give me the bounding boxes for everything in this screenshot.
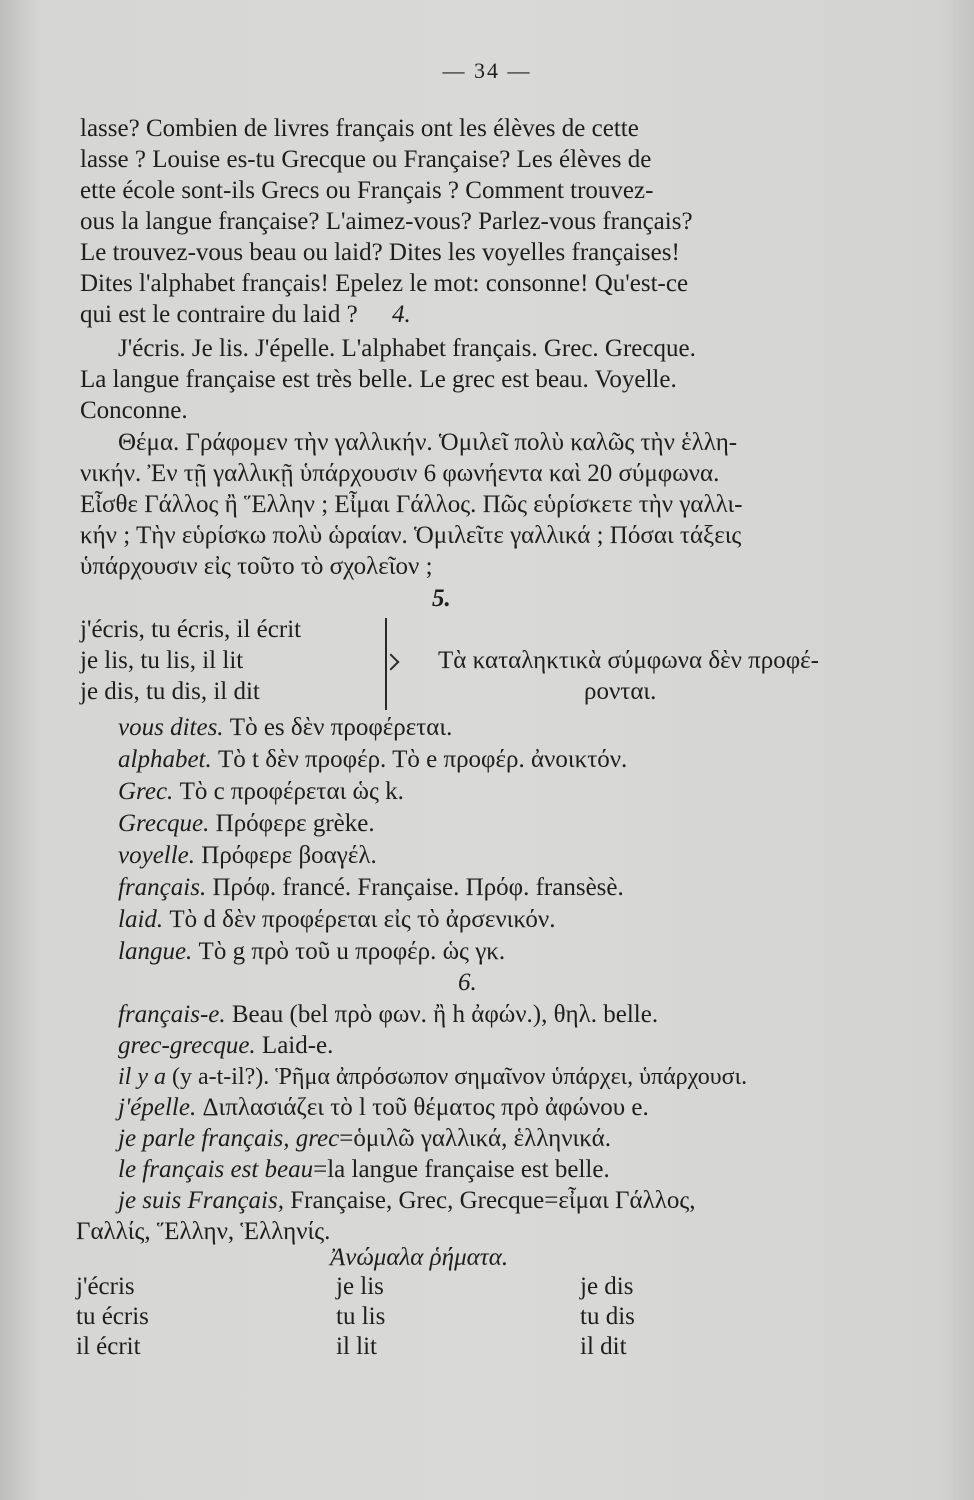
note-text: Διπλασιάζει τὸ l τοῦ θέματος πρὸ ἀφώνου e. xyxy=(196,1094,649,1121)
text-fragment: qui est le contraire du laid ? xyxy=(80,301,358,328)
text-line: J'écris. Je lis. J'épelle. L'alphabet français. Grec. Grecque. xyxy=(118,335,696,362)
verb-form: je dis xyxy=(580,1273,634,1300)
note-term: grec-grecque. xyxy=(118,1032,256,1059)
verb-form: tu lis xyxy=(336,1303,386,1330)
section-number: 6. xyxy=(458,969,477,996)
verb-form: il lit xyxy=(336,1333,377,1360)
verb-form: j'écris xyxy=(76,1273,135,1300)
conjugation-line: je lis, tu lis, il lit xyxy=(80,647,244,674)
note-term: le français est beau xyxy=(118,1156,314,1183)
note-text: Laid-e. xyxy=(255,1032,334,1059)
conjugation-line: j'écris, tu écris, il écrit xyxy=(80,616,302,643)
note-text: =ὁμιλῶ γαλλικά, ἑλληνικά. xyxy=(339,1125,611,1152)
verb-column xyxy=(336,1272,385,1362)
note-line xyxy=(118,1062,747,1092)
note-term: j'épelle. xyxy=(118,1094,197,1121)
note-text: =la langue française est belle. xyxy=(313,1156,610,1183)
note-text: Τὸ c προφέρεται ὡς k. xyxy=(173,778,404,805)
note-line xyxy=(118,1124,611,1154)
greek-text-line: Εἶσθε Γάλλος ἢ Ἕλλην ; Εἶμαι Γάλλος. Πῶς εὑρίσκετε τὴν γαλλι- xyxy=(80,491,743,518)
note-text: Beau (bel πρὸ φων. ἢ h ἀφών.), θηλ. belle. xyxy=(225,1001,659,1028)
conjugation-line: je dis, tu dis, il dit xyxy=(80,678,260,705)
note-text: Τὸ g πρὸ τοῦ u προφέρ. ὡς γκ. xyxy=(192,938,506,965)
note-term: je suis Français, xyxy=(118,1187,284,1214)
section-number: 5. xyxy=(432,585,451,612)
note-line xyxy=(118,777,404,807)
note-line xyxy=(118,1031,333,1061)
note-text: Τὸ t δὲν προφέρ. Τὸ e προφέρ. ἀνοικτόν. xyxy=(211,746,628,773)
note-continuation: Γαλλίς, Ἕλλην, Ἑλληνίς. xyxy=(76,1218,331,1245)
note-text: Τὸ d δὲν προφέρεται εἰς τὸ ἀρσενικόν. xyxy=(163,906,556,933)
note-line xyxy=(118,1155,610,1185)
greek-text-line: κήν ; Τὴν εὑρίσκω πολὺ ὡραίαν. Ὁμιλεῖτε γαλλικά ; Πόσαι τάξεις xyxy=(80,522,742,549)
conjugation-note: ρονται. xyxy=(584,678,657,705)
note-text: Τὸ es δὲν προφέρεται. xyxy=(223,714,453,741)
note-term: français-e. xyxy=(118,1001,226,1028)
note-term: je parle français, grec xyxy=(118,1125,340,1152)
conjugation-note: Τὰ καταληκτικὰ σύμφωνα δὲν προφέ- xyxy=(438,647,820,674)
text-line: lasse? Combien de livres français ont les élèves de cette xyxy=(80,115,639,142)
text-line: Le trouvez-vous beau ou laid? Dites les voyelles françaises! xyxy=(80,239,680,266)
note-line xyxy=(118,841,377,871)
text-line: Conconne. xyxy=(80,397,188,424)
note-line xyxy=(118,905,555,935)
note-text: (y a-t-il?). Ῥῆμα ἀπρόσωπον σημαῖνον ὑπάρχει, ὑπάρχουσι. xyxy=(166,1064,748,1090)
greek-text-line: ὑπάρχουσιν εἰς τοῦτο τὸ σχολεῖον ; xyxy=(80,553,433,580)
page-number: — 34 — xyxy=(442,58,532,83)
note-term: vous dites. xyxy=(118,714,224,741)
note-term: voyelle. xyxy=(118,842,196,869)
greek-text-line: νικήν. Ἐν τῇ γαλλικῇ ὑπάρχουσιν 6 φωνήεντα καὶ 20 σύμφωνα. xyxy=(80,460,720,487)
verb-form: il écrit xyxy=(76,1333,141,1360)
note-text: Πρόφερε grèke. xyxy=(209,810,375,837)
note-line xyxy=(118,1186,696,1216)
verb-column xyxy=(580,1272,635,1362)
note-line xyxy=(118,745,627,775)
note-line xyxy=(118,1000,658,1030)
note-term: il y a xyxy=(118,1064,166,1090)
note-term: alphabet. xyxy=(118,746,212,773)
text-line: ous la langue française? L'aimez-vous? Parlez-vous français? xyxy=(80,208,693,235)
note-text: Πρόφερε βοαγέλ. xyxy=(195,842,377,869)
note-line xyxy=(118,937,505,967)
text-line: La langue française est très belle. Le grec est beau. Voyelle. xyxy=(80,366,677,393)
note-text: Française, Grec, Grecque=εἶμαι Γάλλος, xyxy=(283,1187,696,1214)
note-line xyxy=(118,713,452,743)
verb-column xyxy=(76,1272,149,1362)
irregular-verbs-title: Ἀνώμαλα ῥήματα. xyxy=(330,1244,509,1271)
note-term: Grec. xyxy=(118,778,174,805)
note-term: Grecque. xyxy=(118,810,210,837)
note-term: langue. xyxy=(118,938,193,965)
verb-form: tu écris xyxy=(76,1303,149,1330)
verb-form: il dit xyxy=(580,1333,627,1360)
text-line: ette école sont-ils Grecs ou Français ? Comment trouvez- xyxy=(80,177,654,204)
verb-form: je lis xyxy=(336,1273,384,1300)
text-line xyxy=(80,300,411,330)
note-line xyxy=(118,809,375,839)
text-line: Dites l'alphabet français! Epelez le mot: consonne! Qu'est-ce xyxy=(80,270,689,297)
brace-icon xyxy=(385,618,399,710)
greek-text-line: Θέμα. Γράφομεν τὴν γαλλικήν. Ὁμιλεῖ πολὺ καλῶς τὴν ἑλλη- xyxy=(118,429,738,456)
section-number: 4. xyxy=(391,301,411,328)
text-line: lasse ? Louise es-tu Grecque ou Française? Les élèves de xyxy=(80,146,652,173)
note-term: laid. xyxy=(118,906,164,933)
note-text: Πρόφ. francé. Française. Πρόφ. fransèsè. xyxy=(206,874,624,901)
note-term: français. xyxy=(118,874,207,901)
note-line xyxy=(118,1093,649,1123)
verb-form: tu dis xyxy=(580,1303,635,1330)
note-line xyxy=(118,873,624,903)
